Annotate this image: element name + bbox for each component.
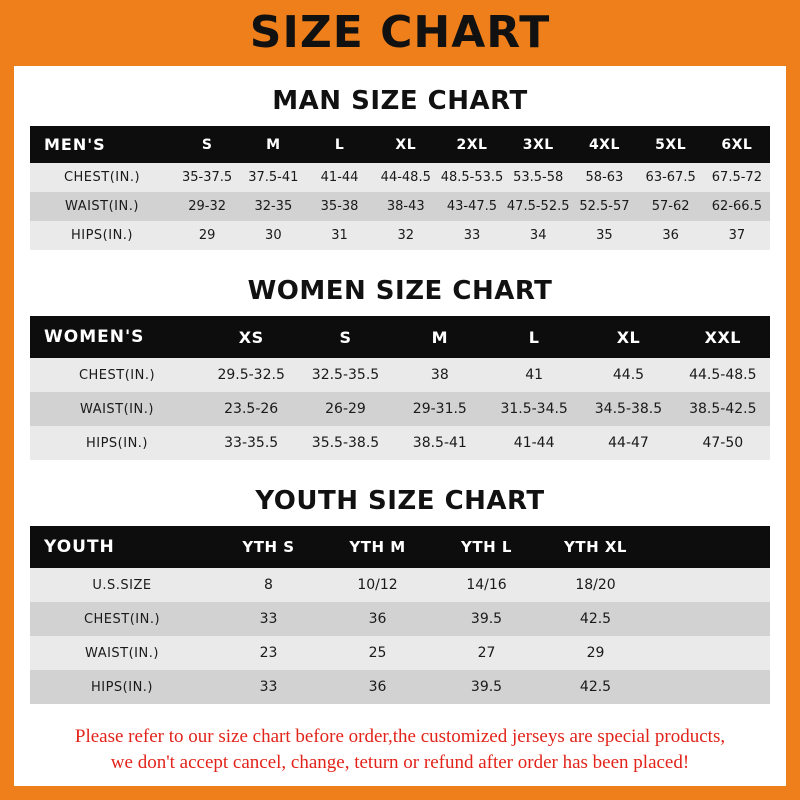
- youth-col-0: YTH S: [214, 526, 323, 568]
- man-cell-2-3: 32: [373, 221, 439, 250]
- women-row-0-label: CHEST(IN.): [30, 358, 204, 392]
- man-cell-1-6: 52.5-57: [571, 192, 637, 221]
- women-cell-0-3: 41: [487, 358, 581, 392]
- disclaimer-line-1: Please refer to our size chart before order,the customized jerseys are special products,: [74, 726, 726, 747]
- man-cell-2-5: 34: [505, 221, 571, 250]
- table-row: [30, 192, 770, 221]
- table-row: [30, 358, 770, 392]
- youth-row-1-label: CHEST(IN.): [30, 602, 214, 636]
- disclaimer-note: [42, 724, 758, 775]
- women-header-row: [30, 316, 770, 358]
- women-col-1: S: [298, 316, 392, 358]
- women-cell-2-4: 44-47: [581, 426, 675, 460]
- man-cell-0-3: 44-48.5: [373, 163, 439, 192]
- women-cell-2-1: 35.5-38.5: [298, 426, 392, 460]
- youth-cell-2-0: 23: [214, 636, 323, 670]
- women-cell-0-4: 44.5: [581, 358, 675, 392]
- youth-cell-0-0: 8: [214, 568, 323, 602]
- man-cell-1-1: 32-35: [240, 192, 306, 221]
- man-header-row: [30, 126, 770, 163]
- man-cell-0-6: 58-63: [571, 163, 637, 192]
- man-col-6: 4XL: [571, 126, 637, 163]
- man-cell-1-2: 35-38: [306, 192, 372, 221]
- man-cell-1-4: 43-47.5: [439, 192, 505, 221]
- women-col-2: M: [393, 316, 487, 358]
- women-cell-1-3: 31.5-34.5: [487, 392, 581, 426]
- youth-row-3-label: HIPS(IN.): [30, 670, 214, 704]
- youth-cell-3-2: 39.5: [432, 670, 541, 704]
- table-row: [30, 568, 770, 602]
- youth-row-header: YOUTH: [30, 526, 214, 568]
- youth-cell-0-3: 18/20: [541, 568, 650, 602]
- man-cell-2-0: 29: [174, 221, 240, 250]
- man-cell-1-7: 57-62: [638, 192, 704, 221]
- man-section-title: MAN SIZE CHART: [272, 86, 528, 116]
- table-row: [30, 602, 770, 636]
- man-table-body: [30, 163, 770, 250]
- man-col-8: 6XL: [704, 126, 770, 163]
- women-cell-0-2: 38: [393, 358, 487, 392]
- man-col-1: M: [240, 126, 306, 163]
- women-row-1-label: WAIST(IN.): [30, 392, 204, 426]
- content: [14, 86, 786, 775]
- youth-col-1: YTH M: [323, 526, 432, 568]
- youth-header-row: [30, 526, 770, 568]
- youth-section-title: YOUTH SIZE CHART: [255, 486, 545, 516]
- man-cell-2-2: 31: [306, 221, 372, 250]
- man-table-head: [30, 126, 770, 163]
- youth-cell-2-spacer: [650, 636, 770, 670]
- women-col-0: XS: [204, 316, 298, 358]
- women-table-head: [30, 316, 770, 358]
- man-cell-1-0: 29-32: [174, 192, 240, 221]
- youth-table-body: [30, 568, 770, 704]
- women-col-4: XL: [581, 316, 675, 358]
- man-col-5: 3XL: [505, 126, 571, 163]
- man-row-0-label: CHEST(IN.): [30, 163, 174, 192]
- table-row: [30, 163, 770, 192]
- women-cell-1-0: 23.5-26: [204, 392, 298, 426]
- women-row-2-label: HIPS(IN.): [30, 426, 204, 460]
- women-cell-0-0: 29.5-32.5: [204, 358, 298, 392]
- man-cell-2-8: 37: [704, 221, 770, 250]
- youth-cell-2-3: 29: [541, 636, 650, 670]
- man-cell-0-7: 63-67.5: [638, 163, 704, 192]
- man-cell-2-7: 36: [638, 221, 704, 250]
- banner: [0, 0, 800, 66]
- women-cell-2-0: 33-35.5: [204, 426, 298, 460]
- youth-size-table: [30, 526, 770, 704]
- man-row-2-label: HIPS(IN.): [30, 221, 174, 250]
- youth-cell-3-1: 36: [323, 670, 432, 704]
- youth-cell-2-2: 27: [432, 636, 541, 670]
- man-size-table: [30, 126, 770, 250]
- table-row: [30, 221, 770, 250]
- women-cell-0-1: 32.5-35.5: [298, 358, 392, 392]
- women-cell-1-2: 29-31.5: [393, 392, 487, 426]
- man-cell-2-4: 33: [439, 221, 505, 250]
- youth-cell-0-1: 10/12: [323, 568, 432, 602]
- women-cell-2-2: 38.5-41: [393, 426, 487, 460]
- youth-col-2: YTH L: [432, 526, 541, 568]
- man-cell-0-1: 37.5-41: [240, 163, 306, 192]
- disclaimer-line-2: we don't accept cancel, change, teturn or refund after order has been placed!: [110, 751, 690, 773]
- women-table-body: [30, 358, 770, 460]
- table-row: [30, 426, 770, 460]
- man-col-4: 2XL: [439, 126, 505, 163]
- women-cell-1-1: 26-29: [298, 392, 392, 426]
- man-col-3: XL: [373, 126, 439, 163]
- youth-cell-1-0: 33: [214, 602, 323, 636]
- women-col-3: L: [487, 316, 581, 358]
- youth-table-head: [30, 526, 770, 568]
- man-row-1-label: WAIST(IN.): [30, 192, 174, 221]
- women-cell-0-5: 44.5-48.5: [676, 358, 770, 392]
- youth-cell-1-spacer: [650, 602, 770, 636]
- man-row-header: MEN'S: [30, 126, 174, 163]
- banner-title: SIZE CHART: [249, 7, 551, 58]
- table-row: [30, 670, 770, 704]
- youth-cell-1-2: 39.5: [432, 602, 541, 636]
- man-cell-1-8: 62-66.5: [704, 192, 770, 221]
- women-col-5: XXL: [676, 316, 770, 358]
- man-col-2: L: [306, 126, 372, 163]
- women-cell-2-5: 47-50: [676, 426, 770, 460]
- man-cell-0-4: 48.5-53.5: [439, 163, 505, 192]
- youth-col-spacer: [650, 526, 770, 568]
- man-col-0: S: [174, 126, 240, 163]
- youth-cell-1-3: 42.5: [541, 602, 650, 636]
- women-section-title: WOMEN SIZE CHART: [247, 276, 553, 306]
- table-row: [30, 636, 770, 670]
- man-cell-2-1: 30: [240, 221, 306, 250]
- man-cell-1-3: 38-43: [373, 192, 439, 221]
- man-cell-0-5: 53.5-58: [505, 163, 571, 192]
- man-cell-0-0: 35-37.5: [174, 163, 240, 192]
- youth-cell-0-2: 14/16: [432, 568, 541, 602]
- youth-cell-2-1: 25: [323, 636, 432, 670]
- women-cell-1-5: 38.5-42.5: [676, 392, 770, 426]
- man-cell-2-6: 35: [571, 221, 637, 250]
- youth-cell-3-3: 42.5: [541, 670, 650, 704]
- man-cell-0-2: 41-44: [306, 163, 372, 192]
- bottom-accent-bar: [0, 786, 800, 800]
- youth-cell-3-spacer: [650, 670, 770, 704]
- women-size-table: [30, 316, 770, 460]
- women-row-header: WOMEN'S: [30, 316, 204, 358]
- man-cell-0-8: 67.5-72: [704, 163, 770, 192]
- women-cell-2-3: 41-44: [487, 426, 581, 460]
- table-row: [30, 392, 770, 426]
- youth-row-2-label: WAIST(IN.): [30, 636, 214, 670]
- youth-cell-1-1: 36: [323, 602, 432, 636]
- youth-cell-0-spacer: [650, 568, 770, 602]
- man-col-7: 5XL: [638, 126, 704, 163]
- youth-cell-3-0: 33: [214, 670, 323, 704]
- man-cell-1-5: 47.5-52.5: [505, 192, 571, 221]
- youth-col-3: YTH XL: [541, 526, 650, 568]
- youth-row-0-label: U.S.SIZE: [30, 568, 214, 602]
- women-cell-1-4: 34.5-38.5: [581, 392, 675, 426]
